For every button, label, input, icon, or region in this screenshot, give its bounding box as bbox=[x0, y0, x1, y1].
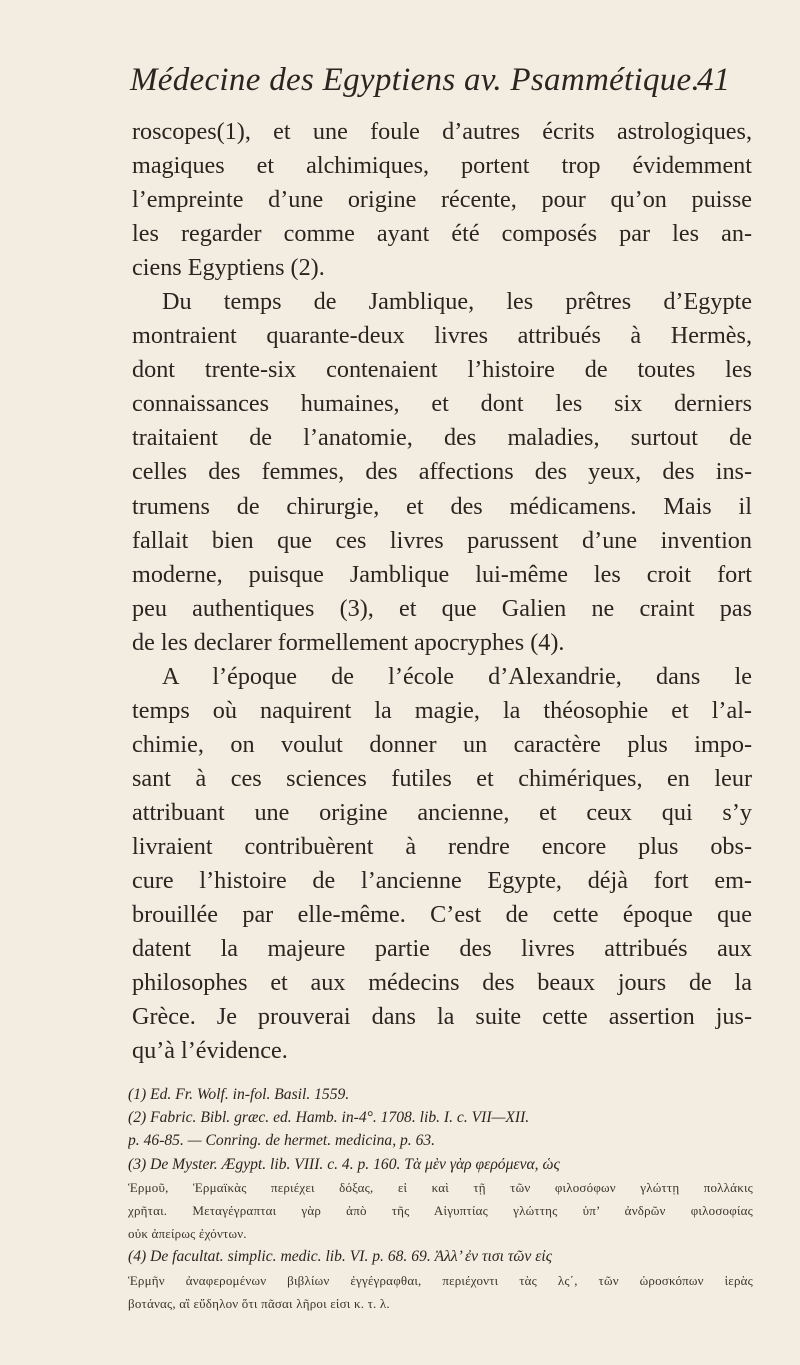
footnote-4-greek: Ἑρμῆν ἀναφερομένων βιβλίων ἐγγέγραφθαι, περιέχοντι τὰς λς΄, τῶν ὡροσκόπων ἱερὰς bbox=[128, 1272, 753, 1288]
page-header bbox=[130, 62, 730, 102]
text-line: trumens de chirurgie, et des médicamens. Mais il bbox=[132, 492, 752, 520]
text-line: philosophes et aux médecins des beaux jours de la bbox=[132, 969, 752, 997]
text-line: sant à ces sciences futiles et chimériques, en leur bbox=[132, 764, 752, 792]
text-line: datent la majeure partie des livres attribués aux bbox=[132, 935, 752, 963]
text-line: A l’époque de l’école d’Alexandrie, dans le bbox=[162, 662, 752, 690]
text-line: traitaient de l’anatomie, des maladies, surtout de bbox=[132, 424, 752, 452]
text-line: dont trente-six contenaient l’histoire de toutes les bbox=[132, 356, 752, 384]
text-line: roscopes(1), et une foule d’autres écrits astrologiques, bbox=[132, 118, 752, 145]
text-line: l’empreinte d’une origine récente, pour qu’on puisse bbox=[132, 186, 752, 214]
text-line: de les declarer formellement apocryphes (4). bbox=[132, 628, 565, 656]
text-line: chimie, on voulut donner un caractère plus impo- bbox=[132, 730, 752, 758]
text-line: livraient contribuèrent à rendre encore plus obs- bbox=[132, 832, 752, 860]
footnote-2-continued: p. 46-85. — Conring. de hermet. medicina, p. 63. bbox=[128, 1132, 436, 1150]
text-line: peu authentiques (3), et que Galien ne craint pas bbox=[132, 594, 752, 622]
text-line: brouillée par elle-même. C’est de cette époque que bbox=[132, 901, 752, 929]
footnote-4: (4) De facultat. simplic. medic. lib. VI. p. 68. 69. Ἀλλ’ ἐν τισι τῶν εἰς bbox=[128, 1248, 553, 1266]
footnote-4-greek: βοτάνας, αἳ εὔδηλον ὅτι πᾶσαι λῆροι εἰσι κ. τ. λ. bbox=[128, 1295, 390, 1311]
text-line: connaissances humaines, et dont les six derniers bbox=[132, 390, 752, 418]
text-line: temps où naquirent la magie, la théosophie et l’al- bbox=[132, 696, 752, 724]
text-line: montraient quarante-deux livres attribués à Hermès, bbox=[132, 322, 752, 350]
text-line: cure l’histoire de l’ancienne Egypte, déjà fort em- bbox=[132, 867, 752, 895]
footnote-1: (1) Ed. Fr. Wolf. in-fol. Basil. 1559. bbox=[128, 1086, 350, 1103]
page-number: 41 bbox=[697, 62, 730, 98]
text-line: Du temps de Jamblique, les prêtres d’Egypte bbox=[162, 288, 752, 316]
footnote-3-greek: οὐκ ἀπείρως ἐχόντων. bbox=[128, 1226, 247, 1242]
text-line: ciens Egyptiens (2). bbox=[132, 254, 325, 282]
body-text bbox=[132, 115, 752, 1068]
text-line: fallait bien que ces livres parussent d’une invention bbox=[132, 526, 752, 554]
footnote-2: (2) Fabric. Bibl. græc. ed. Hamb. in-4°. 1708. lib. I. c. VII—XII. bbox=[128, 1109, 530, 1127]
text-line: Grèce. Je prouverai dans la suite cette assertion jus- bbox=[132, 1003, 752, 1031]
footnote-3: (3) De Myster. Ægypt. lib. VIII. c. 4. p. 160. Τὰ μὲν γὰρ φερόμενα, ὡς bbox=[128, 1155, 560, 1173]
footnotes bbox=[128, 1083, 753, 1315]
footnote-3-greek: χρῆται. Μεταγέγραπται γὰρ ἀπὸ τῆς Αἰγυπτίας γλώττης ὑπ’ ἀνδρῶν φιλοσοφίας bbox=[128, 1202, 753, 1218]
text-line: qu’à l’évidence. bbox=[132, 1037, 288, 1065]
text-line: moderne, puisque Jamblique lui-même les croit fort bbox=[132, 560, 752, 588]
text-line: les regarder comme ayant été composés par les an- bbox=[132, 220, 752, 248]
footnote-3-greek: Ἑρμοῦ, Ἑρμαϊκὰς περιέχει δόξας, εἰ καὶ τῇ τῶν φιλοσόφων γλώττῃ πολλάκις bbox=[128, 1179, 753, 1195]
text-line: attribuant une origine ancienne, et ceux qui s’y bbox=[132, 798, 752, 826]
text-line: celles des femmes, des affections des yeux, des ins- bbox=[132, 458, 752, 486]
text-line: magiques et alchimiques, portent trop évidemment bbox=[132, 152, 752, 180]
running-title: Médecine des Egyptiens av. Psammétique. bbox=[130, 62, 701, 98]
